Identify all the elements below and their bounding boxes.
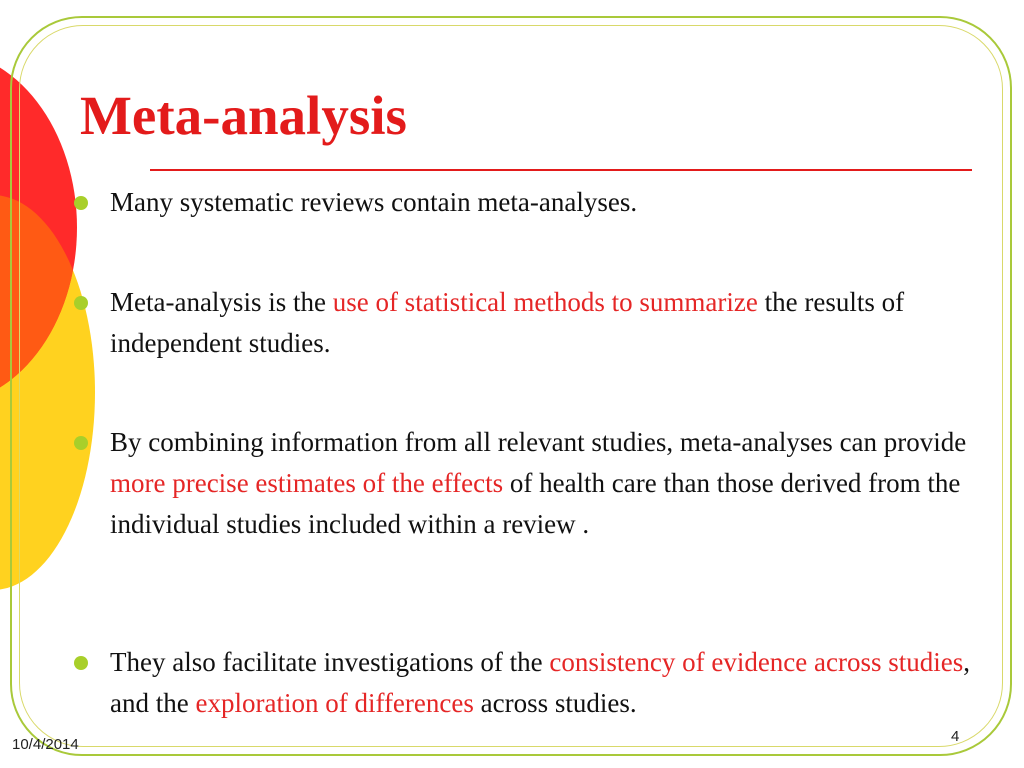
footer-date: 10/4/2014 — [12, 736, 79, 753]
bullet-dot-icon — [74, 296, 88, 310]
bullet-text: Meta-analysis is the use of statistical methods to summarize the results of independent studies. — [110, 287, 905, 358]
highlight-text: more precise estimates of the effects — [110, 468, 504, 498]
bullet-item — [74, 642, 1004, 724]
bullet-item — [74, 422, 1004, 545]
bullet-item — [74, 282, 1004, 364]
slide-title: Meta-analysis — [80, 85, 407, 146]
highlight-text: exploration of differences — [195, 688, 474, 718]
highlight-text: use of statistical methods to summarize — [332, 287, 758, 317]
title-underline — [150, 169, 972, 171]
bullet-dot-icon — [74, 196, 88, 210]
bullet-dot-icon — [74, 656, 88, 670]
bullet-text: By combining information from all relevant studies, meta-analyses can provide more precise estimates of the effects of health care than those derived from the individual studies included within a review . — [110, 427, 967, 539]
bullet-text: They also facilitate investigations of the consistency of evidence across studies, and the exploration of differences across studies. — [110, 647, 970, 718]
bullet-text: Many systematic reviews contain meta-analyses. — [110, 187, 638, 217]
bullet-item — [74, 182, 1004, 223]
highlight-text: consistency of evidence across studies — [549, 647, 964, 677]
bullet-dot-icon — [74, 436, 88, 450]
page-number: 4 — [951, 728, 960, 745]
